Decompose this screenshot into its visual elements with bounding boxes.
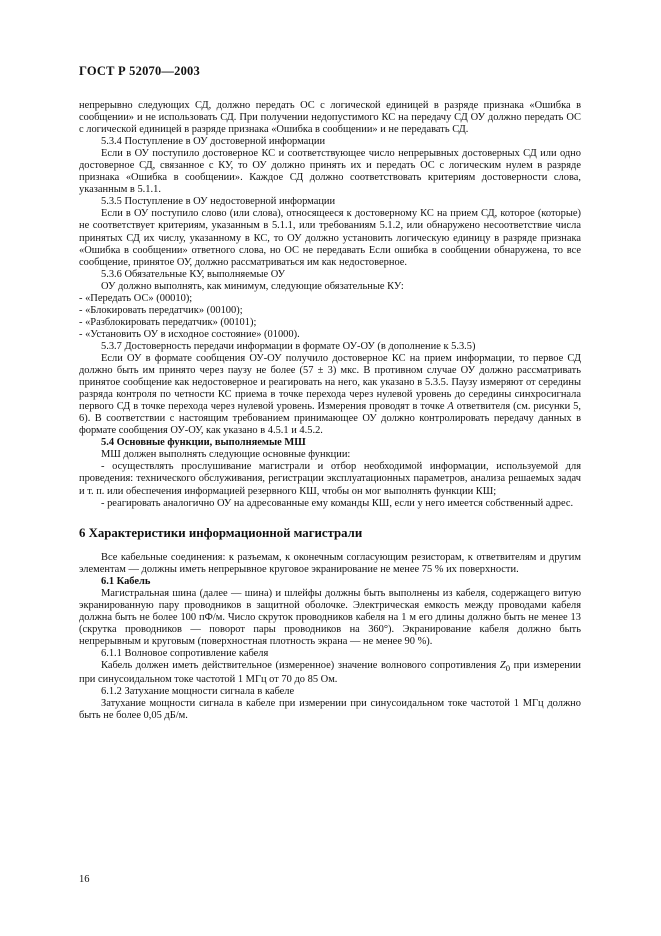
- clause-6-1-1-text: [79, 660, 581, 686]
- list-item-function: - реагировать аналогично ОУ на адресованные ему команды КШ, если у него имеется собственный адрес.: [101, 497, 574, 509]
- impedance-symbol: Z: [499, 660, 506, 672]
- page-number: 16: [79, 874, 90, 885]
- list-item-function: - осуществлять прослушивание магистрали и отбор необходимой информации, используемой для проведения: технического обслуживания, регистрации эксплуатационных параметров, анализа решаемых задач и т. п. или обеспечения информацией резервного КШ, чтобы он мог выполнять функции КШ;: [79, 461, 581, 497]
- document-header: ГОСТ Р 52070—2003: [79, 64, 200, 78]
- clause-5-3-5-title: 5.3.5 Поступление в ОУ недостоверной информации: [101, 196, 336, 208]
- clause-6-1-1-text-b: при измерении при синусоидальном токе частотой 1 МГц от 70 до 85 Ом.: [79, 660, 581, 686]
- section-6-intro: Все кабельные соединения: к разъемам, к оконечным согласующим резисторам, к ответвителям и другим элементам — должны иметь непрерывное круговое экранирование не менее 75 % их поверхности.: [79, 551, 581, 575]
- clause-5-3-6-title: 5.3.6 Обязательные КУ, выполняемые ОУ: [101, 268, 286, 280]
- paragraph-continuation: непрерывно следующих СД, должно передать ОС с логической единицей в разряде признака «Ошибка в сообщении» и не использовать СД. При получении недопустимого КС на передачу СД ОУ должно передать ОС с логической единицей в разряде признака «Ошибка в сообщении» и не передавать СД.: [79, 100, 581, 136]
- clause-5-4-title: 5.4 Основные функции, выполняемые МШ: [101, 437, 306, 449]
- list-item-command: - «Установить ОУ в исходное состояние» (01000).: [79, 328, 300, 340]
- list-item-command: - «Блокировать передатчик» (00100);: [79, 304, 243, 316]
- impedance-subscript: 0: [505, 663, 511, 674]
- clause-6-1-text: Магистральная шина (далее — шина) и шлейфы должны быть выполнены из кабеля, содержащего витую экранированную пару проводников в защитной оболочке. Электрическая емкость между проводами кабеля должна быть не более 100 пФ/м. Число скруток проводников кабеля на 1 м его длины должно быть не менее 13 (скрутка проводников — поворот пары проводников на 360°). Экранирование кабеля должно быть непрерывным и круговым (поверхностная плотность экрана — не менее 90 %).: [79, 587, 581, 647]
- clause-5-3-4-title: 5.3.4 Поступление в ОУ достоверной информации: [101, 136, 326, 148]
- clause-6-1-1-text-a: Кабель должен иметь действительное (измеренное) значение волнового сопротивления: [101, 660, 500, 672]
- clause-6-1-2-text: Затухание мощности сигнала в кабеле при измерении при синусоидальном токе частотой 1 МГц должно быть не более 0,05 дБ/м.: [79, 698, 581, 722]
- clause-5-4-intro: МШ должен выполнять следующие основные функции:: [101, 449, 351, 461]
- clause-6-1-title: 6.1 Кабель: [101, 575, 151, 587]
- document-page: [79, 64, 581, 722]
- clause-6-1-2-title: 6.1.2 Затухание мощности сигнала в кабеле: [101, 686, 295, 698]
- section-6-title: 6 Характеристики информационной магистрали: [79, 525, 363, 540]
- clause-5-3-6-intro: ОУ должно выполнять, как минимум, следующие обязательные КУ:: [101, 280, 404, 292]
- clause-6-1-1-title: 6.1.1 Волновое сопротивление кабеля: [101, 648, 269, 660]
- clause-5-3-7-text-a: Если ОУ в формате сообщения ОУ-ОУ получило достоверное КС на прием информации, то первое СД должно быть им принято через паузу не более (57 ± 3) мкс. В противном случае ОУ должно рассматривать принятое сообщение как недостоверное и реагировать на него, как указано в 5.3.5. Паузу измеряют от середины разряда контроля по четности КС приема в точке перехода через нулевой уровень до середины синхросигнала первого СД в точке перехода через нулевой уровень. Измерения проводят в точке: [79, 352, 581, 413]
- clause-5-3-4-text: Если в ОУ поступило достоверное КС и соответствующее число непрерывных достоверных СД или одно достоверное СД, связанное с КУ, то ОУ должно принять их и передать ОС с логическим нулем в разряде признака «Ошибка в сообщении». Каждое СД должно соответствовать критериям достоверности слова, указанным в 5.1.1.: [79, 148, 581, 196]
- clause-5-3-5-text: Если в ОУ поступило слово (или слова), относящееся к достоверному КС на прием СД, которое (которые) не соответствует критериям, указанным в 5.1.1, или требованиям 5.1.2, или обнаружено несоответствие числа принятых СД их числу, указанному в КС, то ОУ должно установить логическую единицу в разряде признака «Ошибка в сообщении» ответного слова, но ОС не передавать Если ошибка в сообщении обнаружена, то все сообщение, принятое ОУ, должно рассматриваться им как недостоверное.: [79, 208, 581, 268]
- list-item-command: - «Передать ОС» (00010);: [79, 292, 193, 304]
- list-item-command: - «Разблокировать передатчик» (00101);: [79, 316, 257, 328]
- clause-5-3-7-title: 5.3.7 Достоверность передачи информации в формате ОУ-ОУ (в дополнение к 5.3.5): [101, 340, 476, 352]
- clause-5-3-7-text-b: ответвителя (см. рисунки 5, 6). В соответствии с настоящим требованием принимающее ОУ должно контролировать передачу данных в формате сообщения ОУ-ОУ, как указано в 4.5.1 и 4.5.2.: [79, 401, 581, 437]
- clause-5-3-7-text: [79, 353, 581, 437]
- document-body: [79, 100, 581, 722]
- point-a-label: А: [447, 401, 454, 413]
